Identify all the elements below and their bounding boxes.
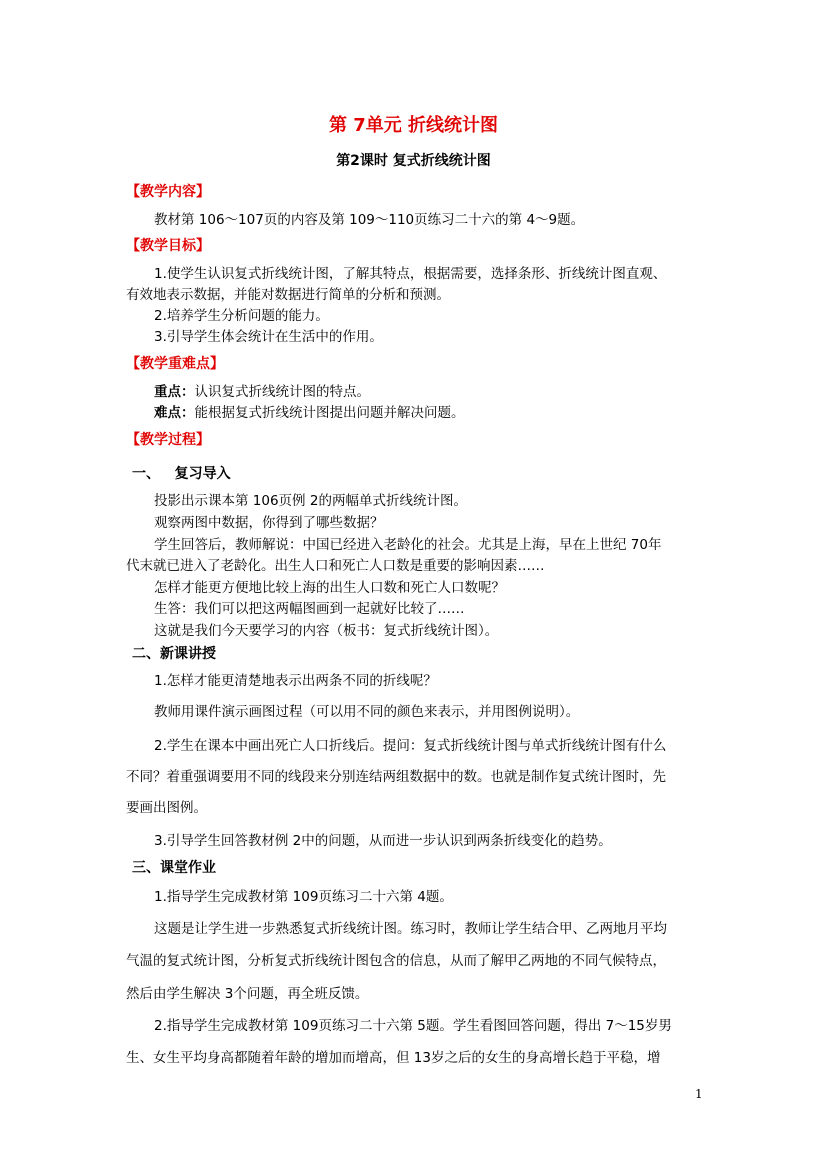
section-heading-content: 【教学内容】 [126,184,210,200]
paragraph: 这题是让学生进一步熟悉复式折线统计图。练习时，教师让学生结合甲、乙两地月平均 [154,921,667,937]
section-heading-process: 【教学过程】 [126,432,210,448]
paragraph: 教师用课件演示画图过程（可以用不同的颜色来表示，并用图例说明）。 [154,704,580,720]
difficulty-label: 难点： [154,405,195,421]
part-heading: 一、 复习导入 [132,466,231,482]
key-label: 重点： [154,384,195,400]
paragraph: 观察两图中数据，你得到了哪些数据？ [154,515,384,531]
paragraph: 要画出图例。 [126,800,207,816]
paragraph: 怎样才能更方便地比较上海的出生人口数和死亡人口数呢？ [154,580,505,596]
paragraph: 代末就已进入了老龄化。出生人口和死亡人口数是重要的影响因素…… [126,558,545,574]
paragraph: 然后由学生解决 3个问题，再全班反馈。 [126,986,369,1002]
paragraph: 生、女生平均身高都随着年龄的增加而增高，但 13岁之后的女生的身高增长趋于平稳，增 [126,1050,661,1066]
paragraph: 这就是我们今天要学习的内容（板书：复式折线统计图）。 [154,623,499,639]
paragraph: 1.使学生认识复式折线统计图，了解其特点，根据需要，选择条形、折线统计图直观、 [154,266,667,282]
part-heading: 二、新课讲授 [132,646,216,662]
paragraph: 2.学生在课本中画出死亡人口折线后。提问：复式折线统计图与单式折线统计图有什么 [154,738,667,754]
paragraph: 2.指导学生完成教材第 109页练习二十六第 5题。学生看图回答问题，得出 7～15岁男 [154,1018,672,1034]
key-text: 认识复式折线统计图的特点。 [194,384,370,400]
paragraph: 有效地表示数据，并能对数据进行简单的分析和预测。 [126,287,450,303]
paragraph: 3.引导学生体会统计在生活中的作用。 [154,329,383,345]
paragraph [154,404,711,422]
part-heading: 三、课堂作业 [132,860,216,876]
page-title: 第 7单元 折线统计图 [328,115,499,136]
paragraph: 1.怎样才能更清楚地表示出两条不同的折线呢？ [154,673,437,689]
paragraph: 气温的复式统计图，分析复式折线统计图包含的信息，从而了解甲乙两地的不同气候特点， [126,953,666,969]
section-heading-goals: 【教学目标】 [126,238,210,254]
paragraph: 1.指导学生完成教材第 109页练习二十六第 4题。 [154,889,453,905]
section-heading-key-points: 【教学重难点】 [126,356,224,372]
page-subtitle: 第2课时 复式折线统计图 [336,153,491,169]
paragraph [154,383,711,401]
paragraph: 2.培养学生分析问题的能力。 [154,308,329,324]
difficulty-text: 能根据复式折线统计图提出问题并解决问题。 [194,405,465,421]
paragraph: 3.引导学生回答教材例 2中的问题，从而进一步认识到两条折线变化的趋势。 [154,833,612,849]
page-number: 1 [695,1087,703,1101]
paragraph: 生答：我们可以把这两幅图画到一起就好比较了…… [154,601,465,617]
paragraph: 学生回答后，教师解说：中国已经进入老龄化的社会。尤其是上海，早在上世纪 70年 [154,537,662,553]
paragraph: 教材第 106～107页的内容及第 109～110页练习二十六的第 4～9题。 [154,212,585,228]
paragraph: 不同？着重强调要用不同的线段来分别连结两组数据中的数。也就是制作复式统计图时，先 [126,769,666,785]
paragraph: 投影出示课本第 106页例 2的两幅单式折线统计图。 [154,493,467,509]
